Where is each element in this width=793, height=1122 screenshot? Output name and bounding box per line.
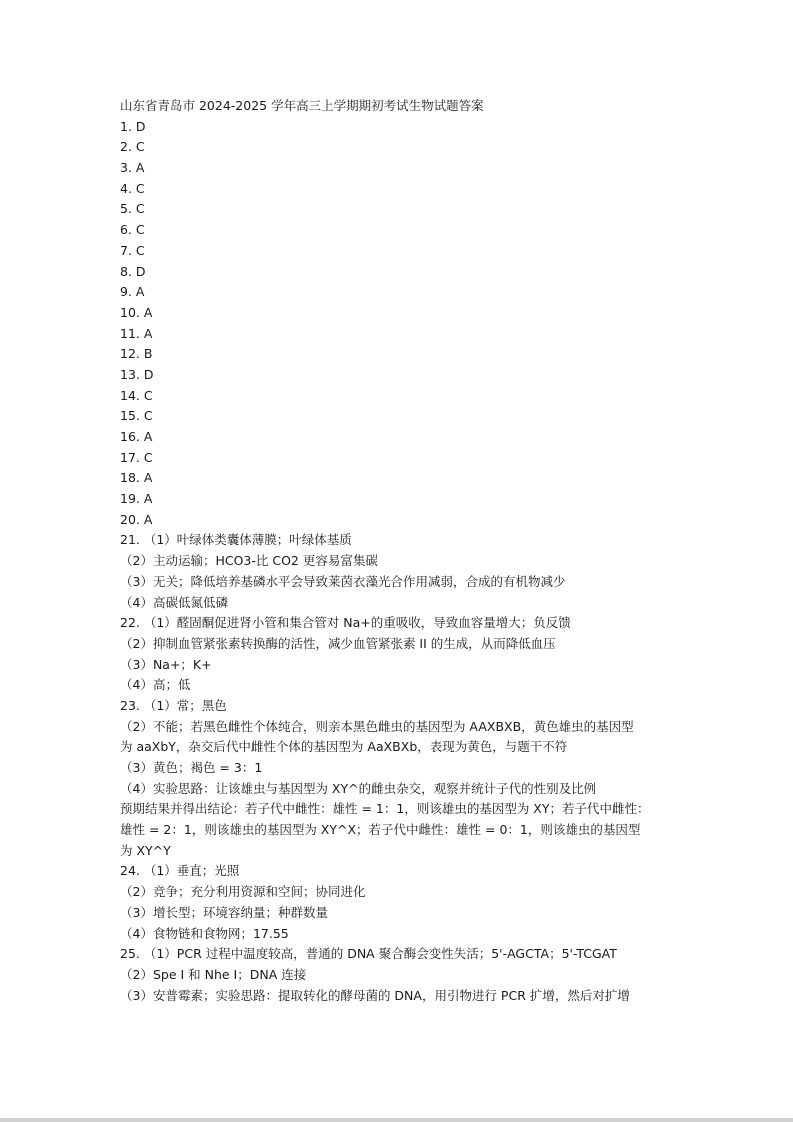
question-21-answers (120, 530, 720, 613)
choice-answer: 4. C (120, 180, 145, 196)
choice-answer: 12. B (120, 346, 153, 362)
answer-line: 预期结果并得出结论：若子代中雌性：雄性 = 1：1，则该雄虫的基因型为 XY；若子代中雌性： (120, 801, 650, 817)
choice-answer: 9. A (120, 284, 145, 300)
answer-line: 23. （1）常；黑色 (120, 697, 227, 713)
answer-line: 22. （1）醛固酮促进肾小管和集合管对 Na+的重吸收，导致血容量增大；负反馈 (120, 615, 571, 631)
answer-line: （4）食物链和食物网；17.55 (120, 925, 289, 941)
question-22-answers (120, 613, 720, 696)
answer-content (120, 96, 720, 1006)
choice-answer: 16. A (120, 429, 153, 444)
answer-line: （3）增长型；环境容纳量；种群数量 (120, 904, 328, 920)
question-24-answers (120, 861, 720, 944)
page-bottom-border (0, 1118, 793, 1122)
answer-line: （2）不能；若黑色雌性个体纯合，则亲本黑色雌虫的基因型为 AAXBXB，黄色雄虫的基因型 (120, 718, 634, 734)
answer-line: 为 aaXbY，杂交后代中雌性个体的基因型为 AaXBXb，表现为黄色，与题干不符 (120, 739, 568, 755)
choice-answer: 20. A (120, 511, 153, 527)
choice-answer: 14. C (120, 387, 153, 403)
answer-line: 21. （1）叶绿体类囊体薄膜；叶绿体基质 (120, 532, 352, 548)
choice-answer: 8. D (120, 263, 146, 279)
choice-answer: 6. C (120, 222, 145, 238)
answer-line: （4）高碳低氮低磷 (120, 594, 228, 610)
choice-answer: 13. D (120, 366, 154, 382)
answer-line: （3）黄色；褐色 = 3：1 (120, 760, 263, 775)
choice-answer: 2. C (120, 139, 145, 155)
choice-answer: 17. C (120, 449, 153, 465)
document-title: 山东省青岛市 2024-2025 学年高三上学期期初考试生物试题答案 (120, 98, 484, 113)
answer-line: 24. （1）垂直；光照 (120, 863, 240, 879)
choice-answer: 1. D (120, 118, 146, 134)
question-25-answers (120, 944, 720, 1006)
answer-line: 25. （1）PCR 过程中温度较高，普通的 DNA 聚合酶会变性失活；5'-AGCTA；5'-TCGAT (120, 946, 617, 962)
answer-line: （3）安普霉素；实验思路：提取转化的酵母菌的 DNA，用引物进行 PCR 扩增，然后对扩增 (120, 987, 630, 1003)
choice-answer: 19. A (120, 491, 153, 507)
answer-line: （3）无关；降低培养基磷水平会导致莱茵衣藻光合作用减弱，合成的有机物减少 (120, 573, 566, 589)
answer-line: （2）Spe I 和 Nhe I；DNA 连接 (120, 966, 307, 982)
answer-line: （2）抑制血管紧张素转换酶的活性，减少血管紧张素 II 的生成，从而降低血压 (120, 635, 556, 651)
question-23-answers (120, 696, 720, 862)
answer-line: （4）实验思路：让该雄虫与基因型为 XY^的雌虫杂交，观察并统计子代的性别及比例 (120, 780, 597, 796)
choice-answers-list (120, 117, 720, 531)
choice-answer: 11. A (120, 325, 153, 341)
choice-answer: 7. C (120, 242, 145, 258)
answer-line: （2）竞争；充分利用资源和空间；协同进化 (120, 884, 366, 900)
choice-answer: 18. A (120, 470, 153, 486)
choice-answer: 15. C (120, 408, 153, 424)
answer-line: （2）主动运输；HCO3-比 CO2 更容易富集碳 (120, 553, 378, 569)
answer-line: 雄性 = 2：1，则该雄虫的基因型为 XY^X；若子代中雌性：雄性 = 0：1，则该雄虫的基因型 (120, 822, 641, 838)
choice-answer: 5. C (120, 201, 145, 217)
answer-line: （4）高；低 (120, 677, 191, 693)
answer-line: 为 XY^Y (120, 842, 171, 858)
choice-answer: 3. A (120, 160, 145, 176)
answer-line: （3）Na+；K+ (120, 656, 212, 672)
choice-answer: 10. A (120, 304, 153, 320)
